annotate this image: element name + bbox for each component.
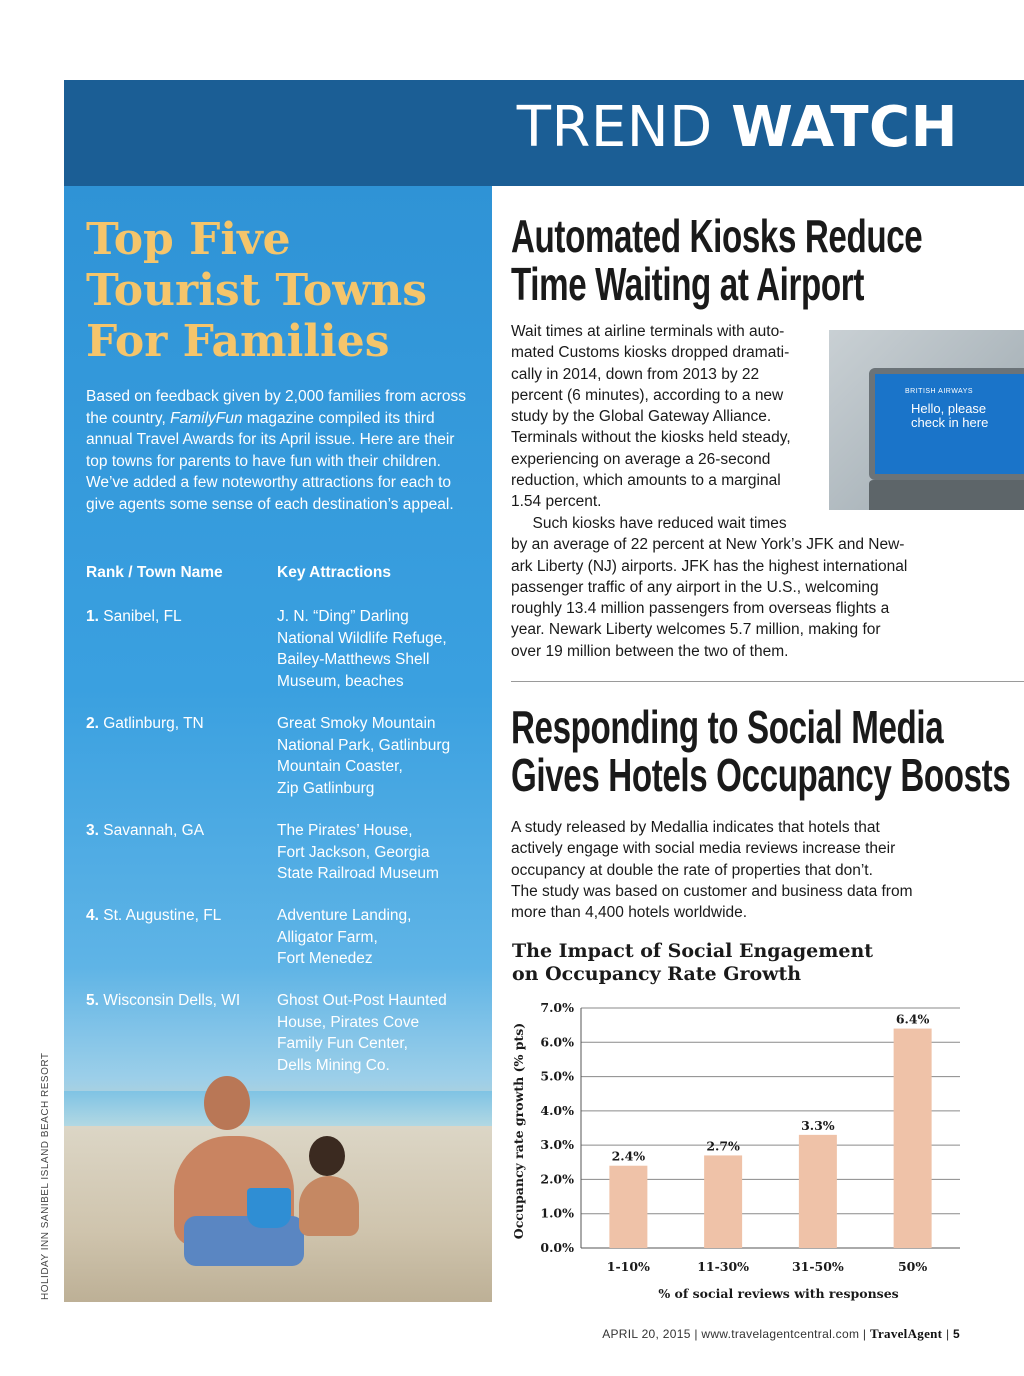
- bar: [704, 1155, 742, 1248]
- kiosk-photo: [829, 330, 1024, 510]
- attractions-2: Great Smoky Mountain National Park, Gatlinburg Mountain Coaster, Zip Gatlinburg: [277, 715, 451, 797]
- left-intro: Based on feedback given by 2,000 families from across the country, FamilyFun magazine compiled its third annual Travel Awards for its April issue. Here are their top towns for parents to have fun with their children. We’ve added a few noteworthy attractions for each to give agents some sense of each destination’s appeal.: [86, 388, 466, 513]
- trend-watch-banner: [64, 80, 1024, 186]
- left-title: Top Five Tourist Towns For Families: [86, 214, 428, 367]
- x-tick-label: 1-10%: [606, 1259, 650, 1274]
- town-row-1: 1. Sanibel, FL: [86, 608, 182, 625]
- y-tick-label: 2.0%: [540, 1171, 574, 1187]
- y-tick-label: 6.0%: [540, 1034, 574, 1050]
- bar-value-label: 6.4%: [895, 1011, 930, 1027]
- bar: [894, 1029, 932, 1248]
- top-five-towns-panel: [64, 186, 492, 1302]
- attractions-4: Adventure Landing, Alligator Farm, Fort Menedez: [277, 907, 412, 967]
- bar-value-label: 2.7%: [706, 1138, 740, 1154]
- town-row-2: 2. Gatlinburg, TN: [86, 715, 204, 732]
- page-number: 5: [953, 1327, 960, 1341]
- kiosk-paragraph-2: Such kiosks have reduced wait times by an average of 22 percent at New York’s JFK and New- ark Liberty (NJ) airports. JFK has the highest international passenger traffic of any airport in the U.S., welcoming roughly 13.4 million passengers from overseas flights a year. Newark Liberty welcomes 5.7 million, making for over 19 million between the two of them.: [511, 515, 908, 660]
- kiosk-base: [869, 480, 1024, 510]
- attractions-1: J. N. “Ding” Darling National Wildlife Refuge, Bailey-Matthews Shell Museum, beaches: [277, 608, 447, 690]
- bar: [799, 1135, 837, 1248]
- chart-title: The Impact of Social Engagement on Occupancy Rate Growth: [512, 940, 874, 985]
- magazine-brand: TravelAgent: [869, 1326, 943, 1341]
- kiosk-screen-text: Hello, please check in here: [911, 401, 989, 430]
- attractions-column-header: Key Attractions: [277, 564, 391, 581]
- y-tick-label: 1.0%: [540, 1205, 574, 1221]
- article-divider: [511, 681, 1024, 682]
- social-media-headline: Responding to Social Media Gives Hotels Occupancy Boosts: [511, 701, 1011, 801]
- y-tick-label: 7.0%: [540, 1000, 574, 1015]
- section-title: TREND WATCH: [516, 95, 958, 160]
- social-paragraph: A study released by Medallia indicates that hotels that actively engage with social media reviews increase their occupancy at double the rate of properties that don’t. The study was based on customer and business data from more than 4,400 hotels worldwide.: [511, 819, 913, 922]
- child-figure: [299, 1176, 359, 1236]
- page-footer: APRIL 20, 2015 | www.travelagentcentral.com | TravelAgent | 5: [602, 1326, 960, 1341]
- photo-credit: HOLIDAY INN SANIBEL ISLAND BEACH RESORT: [40, 1052, 51, 1300]
- x-tick-label: 31-50%: [791, 1259, 844, 1274]
- attractions-3: The Pirates’ House, Fort Jackson, Georgia State Railroad Museum: [277, 822, 439, 882]
- issue-date: APRIL 20, 2015: [602, 1327, 691, 1341]
- y-tick-label: 0.0%: [540, 1240, 574, 1255]
- sand-bucket: [247, 1188, 291, 1228]
- town-row-3: 3. Savannah, GA: [86, 822, 205, 839]
- website-url: www.travelagentcentral.com: [701, 1327, 860, 1341]
- occupancy-bar-chart: [505, 995, 970, 1307]
- kiosk-brand: BRITISH AIRWAYS: [905, 388, 974, 395]
- y-tick-label: 3.0%: [540, 1137, 574, 1153]
- kiosk-headline: Automated Kiosks Reduce Time Waiting at Airport: [511, 210, 923, 310]
- bar-value-label: 2.4%: [611, 1148, 646, 1164]
- bar: [609, 1166, 647, 1248]
- bar-value-label: 3.3%: [801, 1117, 835, 1133]
- attractions-5: Ghost Out-Post Haunted House, Pirates Cove Family Fun Center, Dells Mining Co.: [277, 992, 447, 1074]
- kiosk-paragraph-1: Wait times at airline terminals with auto- mated Customs kiosks dropped dramati- cally in 2014, down from 2013 by 22 percent (6 minutes), according to a new study by the Global Gateway Alliance. Terminals without the kiosks held steady, experiencing on average a 26-second reduction, which amounts to a marginal 1.54 percent.: [511, 323, 791, 511]
- y-axis-title: Occupancy rate growth (% pts): [511, 1022, 526, 1240]
- x-tick-label: 11-30%: [697, 1259, 750, 1274]
- rank-column-header: Rank / Town Name: [86, 564, 223, 581]
- town-row-5: 5. Wisconsin Dells, WI: [86, 992, 241, 1009]
- father-head: [204, 1076, 250, 1130]
- child-head: [309, 1136, 345, 1176]
- x-axis-title: % of social reviews with responses: [658, 1286, 899, 1301]
- town-row-4: 4. St. Augustine, FL: [86, 907, 222, 924]
- y-tick-label: 4.0%: [540, 1102, 574, 1118]
- x-tick-label: 50%: [897, 1259, 928, 1274]
- beach-sea: [64, 1091, 492, 1131]
- y-tick-label: 5.0%: [540, 1068, 574, 1084]
